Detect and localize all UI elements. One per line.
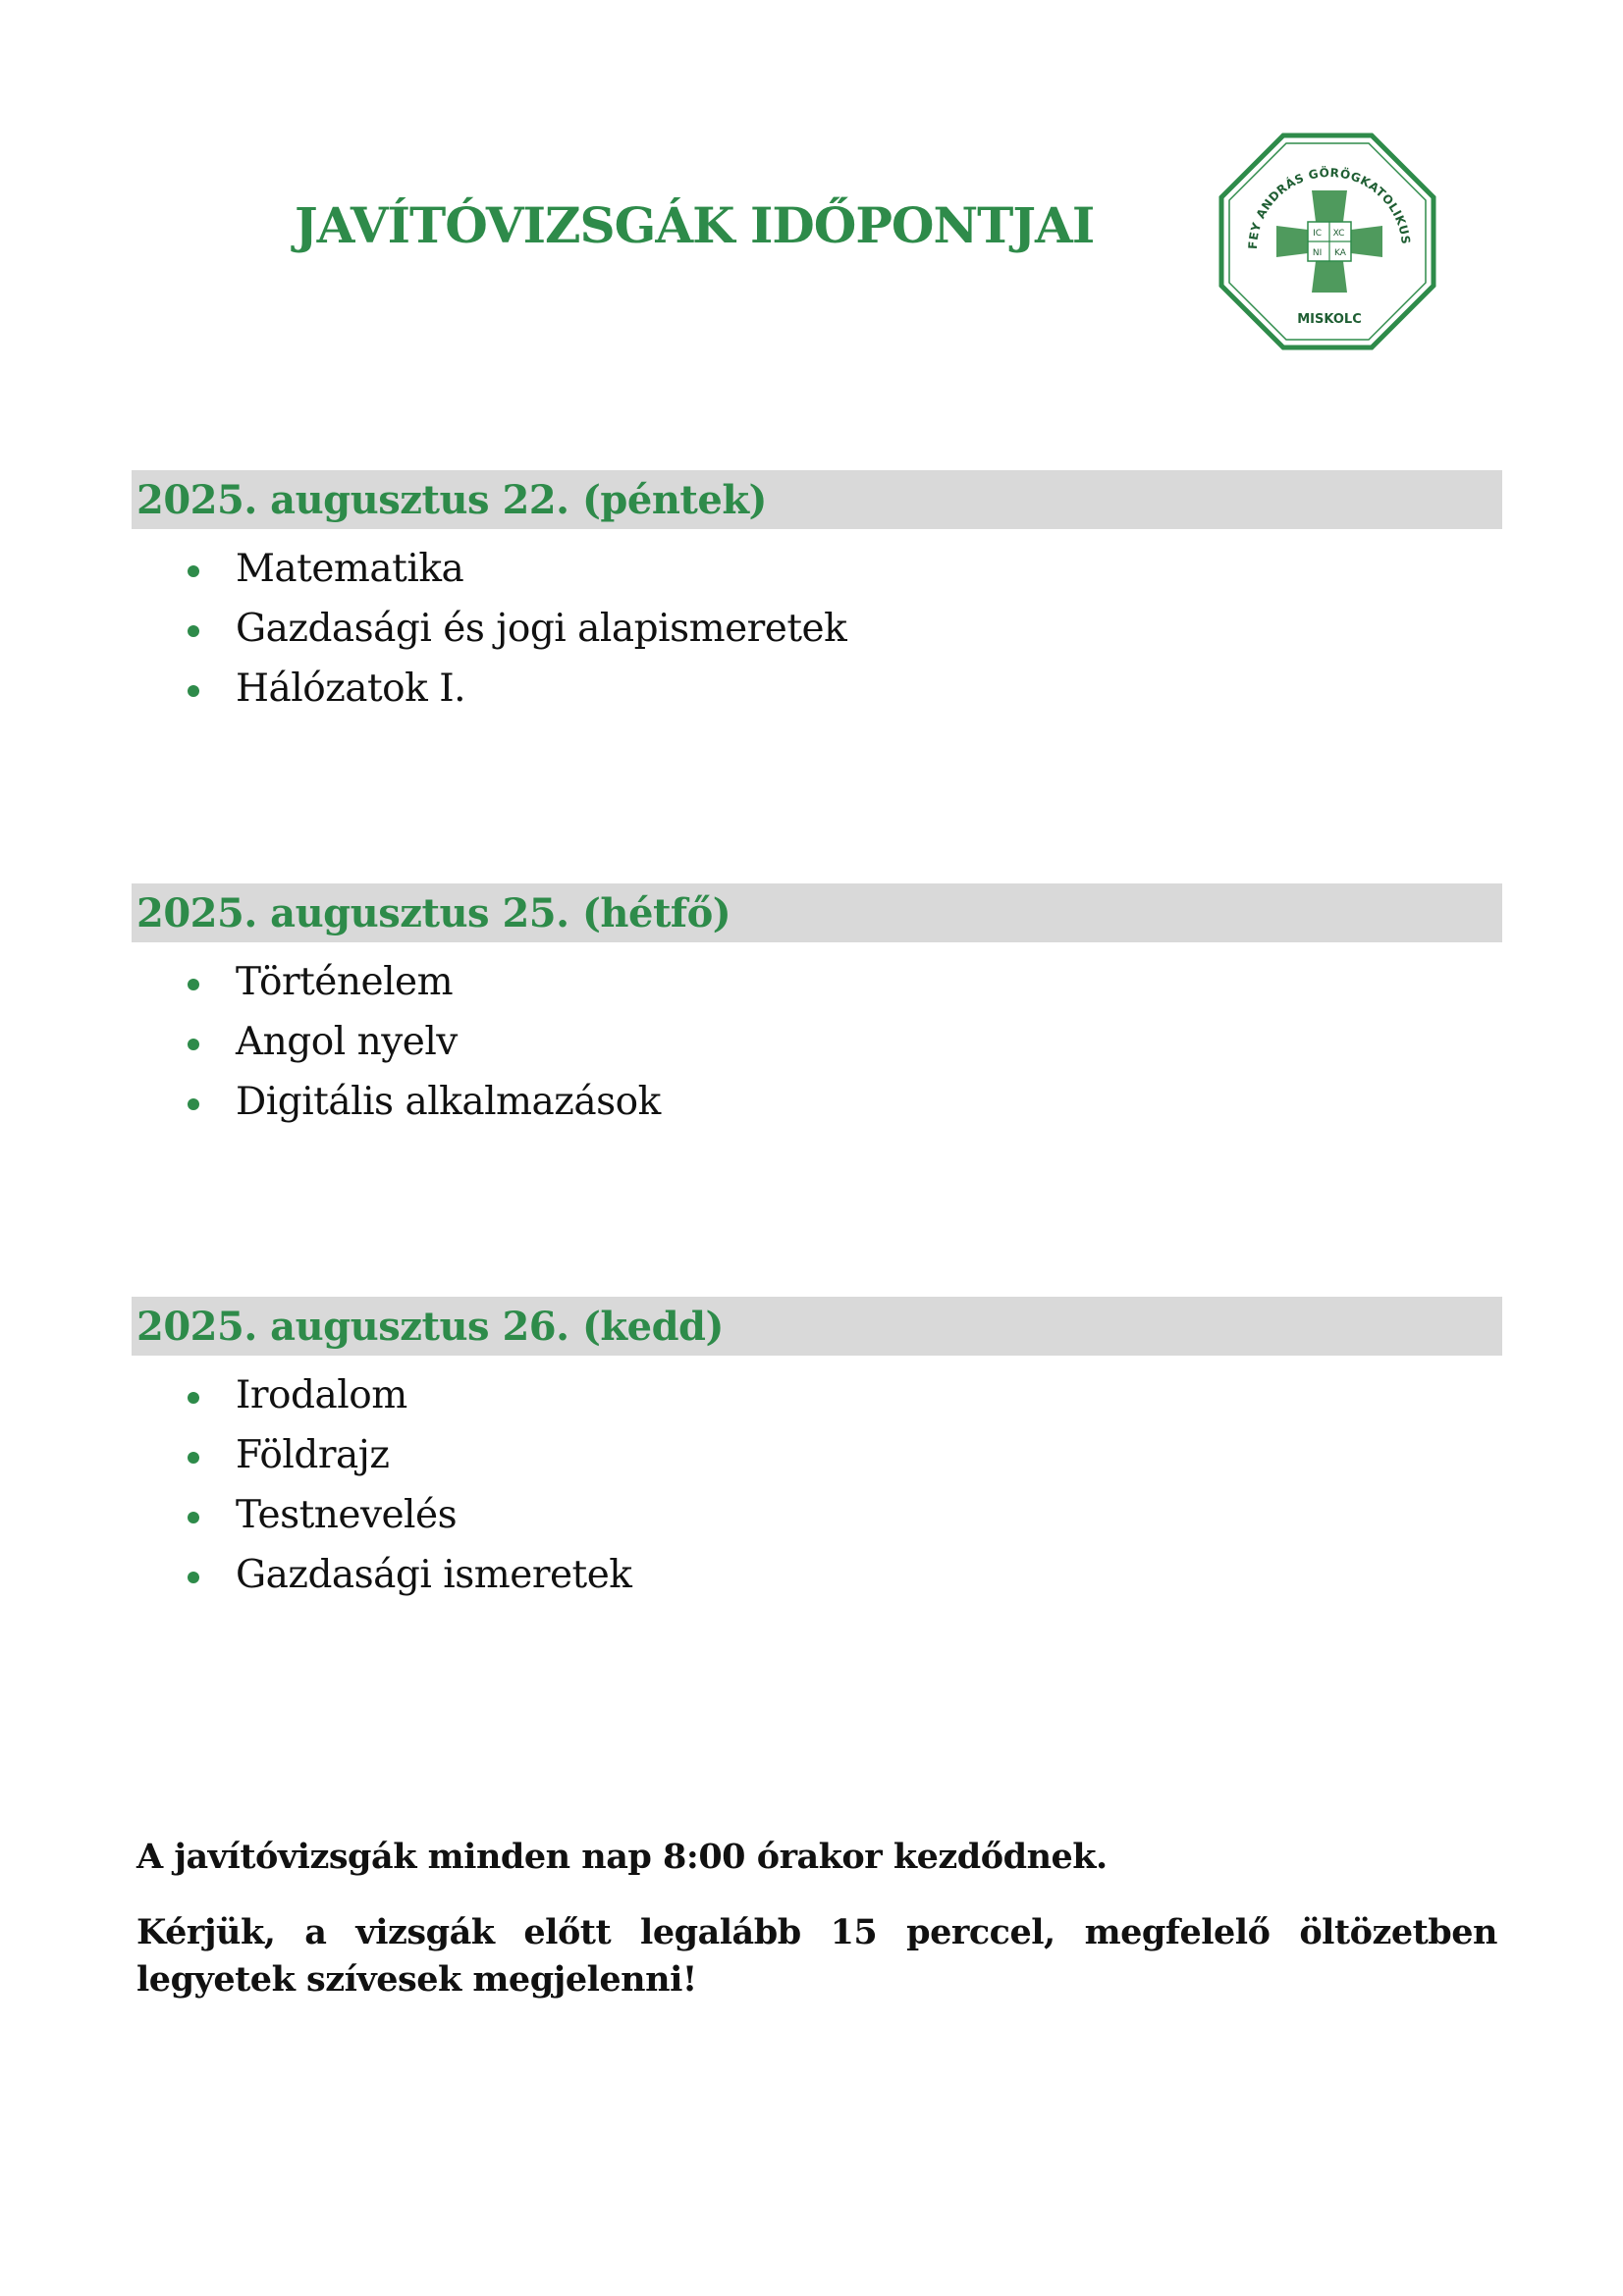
subject-list: [132, 1365, 1502, 1605]
list-item: [132, 952, 1502, 1012]
subject-name: Történelem: [236, 960, 454, 1004]
exam-day-section: [132, 1297, 1502, 1605]
subject-name: Gazdasági ismeretek: [236, 1553, 632, 1597]
school-crest-icon: [1217, 132, 1437, 351]
list-item: [132, 1072, 1502, 1132]
cross-letter-3: NI: [1312, 248, 1323, 258]
bullet-icon: [188, 565, 199, 577]
start-time-note: A javítóvizsgák minden nap 8:00 órakor kezdődnek.: [136, 1837, 1108, 1877]
exam-date: 2025. augusztus 26. (kedd): [136, 1303, 724, 1350]
bullet-icon: [188, 1452, 199, 1464]
page-title: JAVÍTÓVIZSGÁK IDŐPONTJAI: [295, 196, 1095, 254]
subject-list: [132, 539, 1502, 719]
subject-name: Angol nyelv: [236, 1020, 458, 1064]
bullet-icon: [188, 1572, 199, 1583]
bullet-icon: [188, 1039, 199, 1050]
cross-letter-2: XC: [1332, 229, 1345, 239]
date-heading-bar: [132, 470, 1502, 529]
list-item: [132, 1012, 1502, 1072]
logo-text-top: FEY ANDRÁS GÖRÖGKATOLIKUS: [1245, 165, 1413, 250]
list-item: [132, 539, 1502, 599]
list-item: [132, 599, 1502, 659]
bullet-icon: [188, 1098, 199, 1110]
subject-name: Testnevelés: [236, 1493, 458, 1537]
bullet-icon: [188, 979, 199, 990]
date-heading-bar: [132, 1297, 1502, 1356]
svg-text:MISKOLC: [1297, 312, 1362, 327]
list-item: [132, 1425, 1502, 1485]
list-item: [132, 659, 1502, 719]
bullet-icon: [188, 1392, 199, 1404]
subject-name: Digitális alkalmazások: [236, 1080, 661, 1124]
cross-letter-4: KA: [1334, 248, 1346, 258]
bullet-icon: [188, 685, 199, 697]
subject-name: Földrajz: [236, 1433, 390, 1477]
subject-list: [132, 952, 1502, 1132]
logo-text-bottom: MISKOLC: [1297, 312, 1362, 327]
exam-day-section: [132, 883, 1502, 1132]
exam-date: 2025. augusztus 22. (péntek): [136, 476, 767, 523]
list-item: [132, 1545, 1502, 1605]
subject-name: Hálózatok I.: [236, 667, 465, 711]
exam-date: 2025. augusztus 25. (hétfő): [136, 889, 731, 936]
list-item: [132, 1365, 1502, 1425]
cross-letter-1: IC: [1313, 229, 1323, 239]
subject-name: Matematika: [236, 547, 464, 591]
arrival-note: Kérjük, a vizsgák előtt legalább 15 perccel, megfelelő öltözetben legyetek szívesek megjelenni!: [136, 1912, 1497, 2000]
exam-day-section: [132, 470, 1502, 719]
bullet-icon: [188, 625, 199, 637]
date-heading-bar: [132, 883, 1502, 942]
list-item: [132, 1485, 1502, 1545]
subject-name: Irodalom: [236, 1373, 407, 1417]
bullet-icon: [188, 1512, 199, 1523]
subject-name: Gazdasági és jogi alapismeretek: [236, 607, 847, 651]
